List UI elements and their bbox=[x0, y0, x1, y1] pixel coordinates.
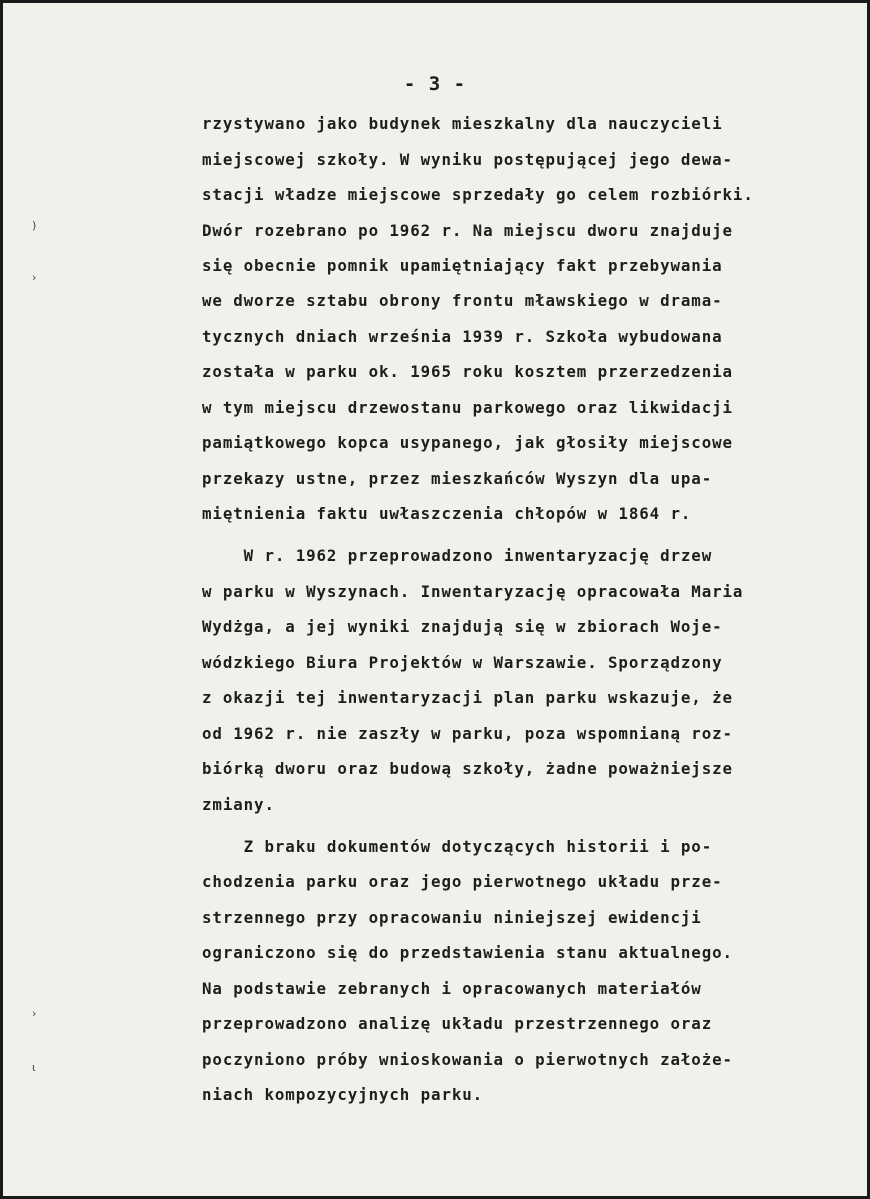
text-line: Z braku dokumentów dotyczących historii i po- bbox=[202, 837, 713, 856]
text-line: strzennego przy opracowaniu niniejszej ewidencji bbox=[202, 908, 702, 927]
text-line: pamiątkowego kopca usypanego, jak głosiły miejscowe bbox=[202, 433, 733, 452]
text-line: stacji władze miejscowe sprzedały go celem rozbiórki. bbox=[202, 185, 754, 204]
text-line: w parku w Wyszynach. Inwentaryzację opracowała Maria bbox=[202, 582, 744, 601]
text-line: z okazji tej inwentaryzacji plan parku wskazuje, że bbox=[202, 688, 733, 707]
text-line: od 1962 r. nie zaszły w parku, poza wspomnianą roz- bbox=[202, 724, 733, 743]
text-line: zmiany. bbox=[202, 795, 275, 814]
margin-mark: › bbox=[32, 1007, 37, 1020]
text-line: biórką dworu oraz budową szkoły, żadne poważniejsze bbox=[202, 759, 733, 778]
text-line: w tym miejscu drzewostanu parkowego oraz likwidacji bbox=[202, 398, 733, 417]
text-line: przeprowadzono analizę układu przestrzennego oraz bbox=[202, 1014, 713, 1033]
margin-mark: ι bbox=[32, 1061, 36, 1074]
text-line: miętnienia faktu uwłaszczenia chłopów w 1864 r. bbox=[202, 504, 692, 523]
text-line: we dworze sztabu obrony frontu mławskiego w drama- bbox=[202, 291, 723, 310]
text-line: się obecnie pomnik upamiętniający fakt przebywania bbox=[202, 256, 723, 275]
text-line: chodzenia parku oraz jego pierwotnego układu prze- bbox=[202, 872, 723, 891]
text-line: miejscowej szkoły. W wyniku postępującej jego dewa- bbox=[202, 150, 733, 169]
text-line: tycznych dniach września 1939 r. Szkoła wybudowana bbox=[202, 327, 723, 346]
page-number: - 3 - bbox=[403, 73, 467, 95]
text-line: Wydżga, a jej wyniki znajdują się w zbiorach Woje- bbox=[202, 617, 723, 636]
text-line: poczyniono próby wnioskowania o pierwotnych założe- bbox=[202, 1050, 733, 1069]
text-line: Dwór rozebrano po 1962 r. Na miejscu dworu znajduje bbox=[202, 221, 733, 240]
document-page bbox=[3, 3, 867, 1196]
text-line: Na podstawie zebranych i opracowanych materiałów bbox=[202, 979, 702, 998]
text-line: przekazy ustne, przez mieszkańców Wyszyn dla upa- bbox=[202, 469, 713, 488]
margin-mark: › bbox=[32, 271, 37, 284]
text-line: niach kompozycyjnych parku. bbox=[202, 1085, 484, 1104]
text-line: wódzkiego Biura Projektów w Warszawie. Sporządzony bbox=[202, 653, 723, 672]
text-line: została w parku ok. 1965 roku kosztem przerzedzenia bbox=[202, 362, 733, 381]
text-line: rzystywano jako budynek mieszkalny dla nauczycieli bbox=[202, 114, 723, 133]
text-line: W r. 1962 przeprowadzono inwentaryzację drzew bbox=[202, 546, 713, 565]
margin-mark: ) bbox=[32, 219, 37, 232]
text-line: ograniczono się do przedstawienia stanu aktualnego. bbox=[202, 943, 733, 962]
